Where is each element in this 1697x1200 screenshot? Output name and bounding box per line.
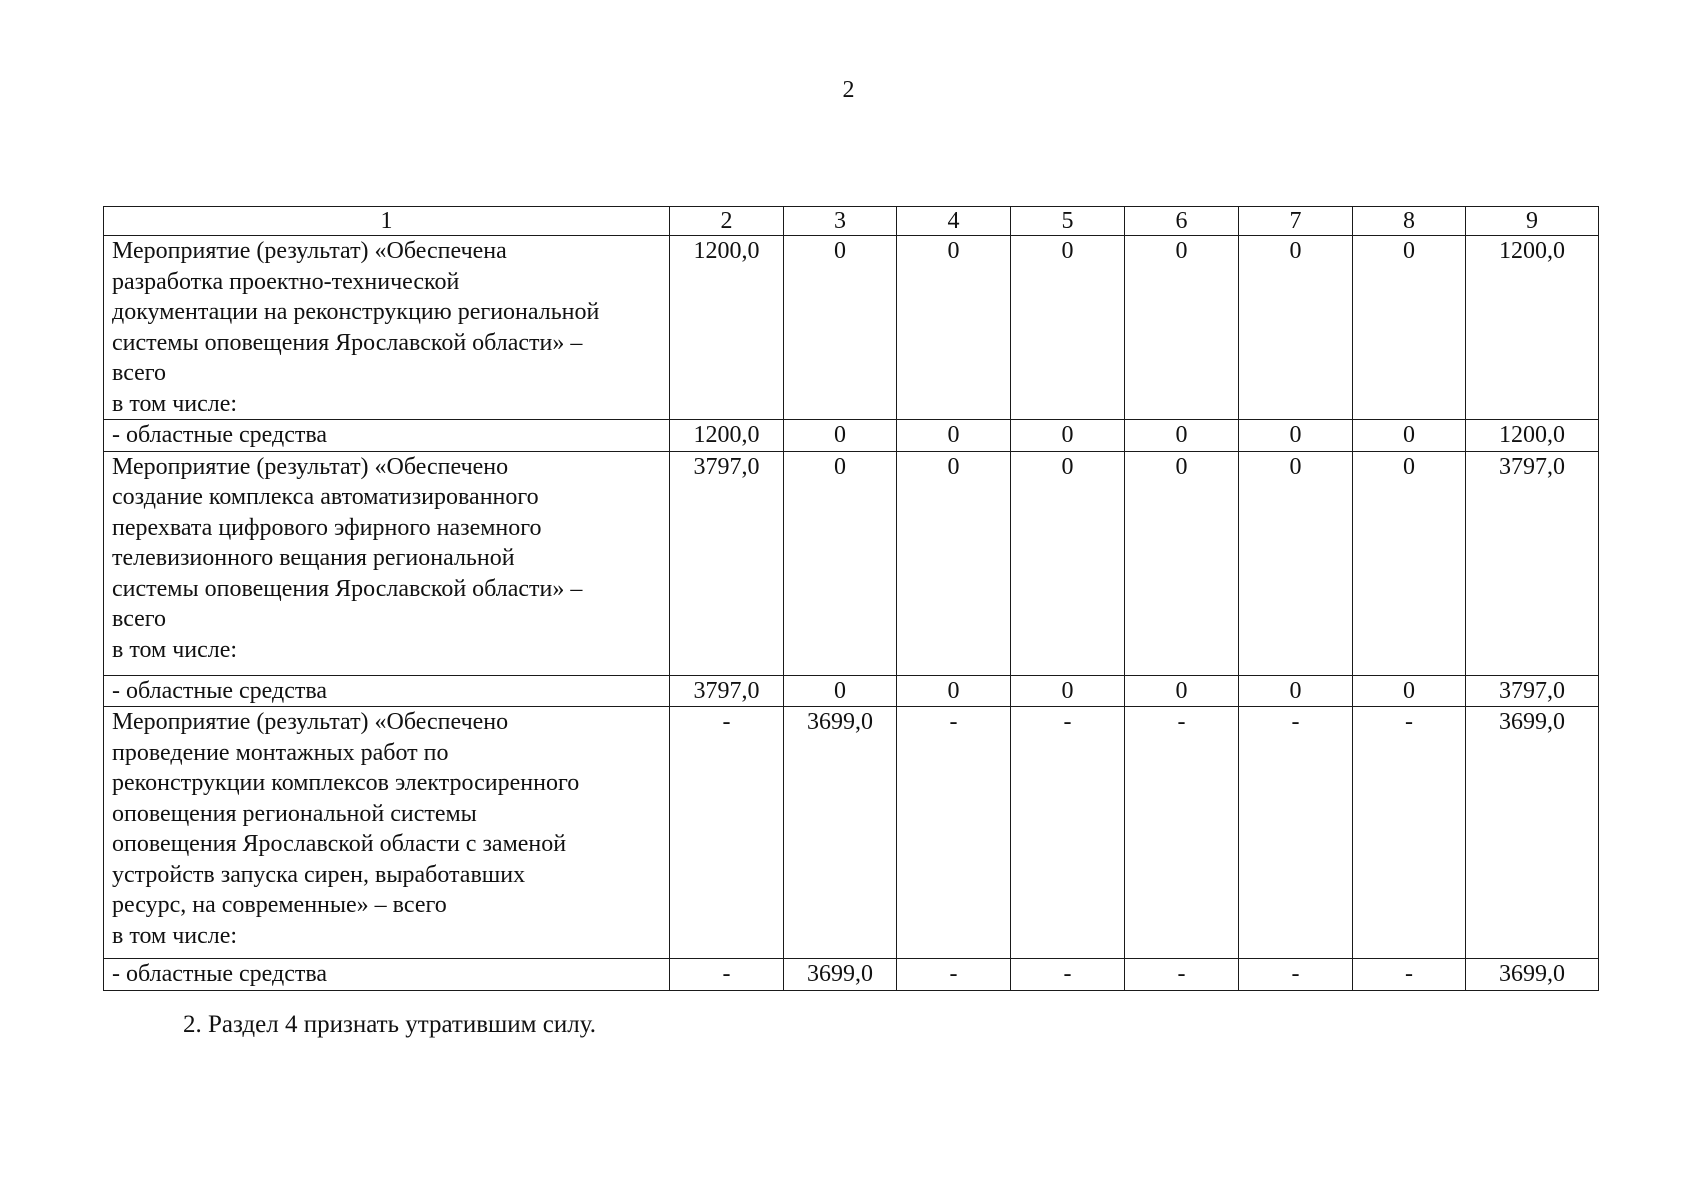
column-header: 3: [784, 207, 897, 236]
value-cell: -: [1125, 707, 1239, 959]
value-cell: 3797,0: [1466, 451, 1599, 675]
value-cell: 0: [897, 451, 1011, 675]
row-description: [104, 451, 670, 675]
column-header: 1: [104, 207, 670, 236]
value-cell: 0: [1011, 451, 1125, 675]
value-cell: 0: [1353, 451, 1466, 675]
description-line: в том числе:: [112, 390, 238, 417]
value-cell: 3699,0: [784, 959, 897, 991]
header-row: [104, 207, 1599, 236]
value-cell: 0: [897, 420, 1011, 452]
value-cell: 0: [897, 675, 1011, 707]
value-cell: -: [1239, 959, 1353, 991]
description-line: оповещения Ярославской области с заменой: [112, 831, 567, 857]
budget-table: [103, 206, 1599, 991]
description-line: проведение монтажных работ по: [112, 739, 449, 766]
value-cell: -: [1011, 959, 1125, 991]
value-cell: 1200,0: [670, 236, 784, 420]
description-line: всего: [112, 360, 167, 386]
page-number: 2: [842, 77, 855, 103]
value-cell: 0: [1125, 675, 1239, 707]
description-line: Мероприятие (результат) «Обеспечено: [112, 709, 509, 735]
description-line: перехвата цифрового эфирного наземного: [112, 514, 542, 541]
description-line: - областные средства: [112, 677, 328, 704]
description-line: Мероприятие (результат) «Обеспечено: [112, 453, 509, 480]
value-cell: -: [1011, 707, 1125, 959]
description-line: ресурс, на современные» – всего: [112, 892, 447, 918]
value-cell: 1200,0: [1466, 420, 1599, 452]
column-header: 8: [1353, 207, 1466, 236]
value-cell: 0: [1353, 420, 1466, 452]
table-row: [104, 236, 1599, 420]
value-cell: 3797,0: [670, 675, 784, 707]
row-description: [104, 420, 670, 452]
row-description: [104, 236, 670, 420]
row-description: [104, 675, 670, 707]
column-header: 7: [1239, 207, 1353, 236]
description-line: - областные средства: [112, 961, 328, 987]
row-description: [104, 707, 670, 959]
description-line: устройств запуска сирен, выработавших: [112, 861, 526, 888]
description-line: всего: [112, 606, 167, 632]
value-cell: 0: [1353, 236, 1466, 420]
table-row: [104, 675, 1599, 707]
value-cell: -: [897, 707, 1011, 959]
decision-paragraph: 2. Раздел 4 признать утратившим силу.: [183, 1011, 596, 1038]
value-cell: 0: [1353, 675, 1466, 707]
value-cell: 3797,0: [1466, 675, 1599, 707]
table-row: [104, 707, 1599, 959]
value-cell: 0: [1011, 420, 1125, 452]
table-body: [104, 207, 1599, 991]
description-line: реконструкции комплексов электросиренного: [112, 770, 580, 796]
description-line: в том числе:: [112, 922, 238, 949]
value-cell: -: [670, 959, 784, 991]
description-line: разработка проектно-технической: [112, 268, 460, 295]
value-cell: 0: [1011, 675, 1125, 707]
table-row: [104, 959, 1599, 991]
value-cell: 0: [1125, 420, 1239, 452]
value-cell: 0: [1011, 236, 1125, 420]
column-header: 2: [670, 207, 784, 236]
table-row: [104, 420, 1599, 452]
value-cell: 0: [1239, 675, 1353, 707]
value-cell: 0: [784, 420, 897, 452]
value-cell: -: [897, 959, 1011, 991]
value-cell: 0: [1239, 236, 1353, 420]
value-cell: 3699,0: [1466, 707, 1599, 959]
value-cell: 0: [1125, 236, 1239, 420]
value-cell: -: [1125, 959, 1239, 991]
value-cell: 3699,0: [784, 707, 897, 959]
column-header: 9: [1466, 207, 1599, 236]
table-row: [104, 451, 1599, 675]
description-line: системы оповещения Ярославской области» –: [112, 575, 583, 602]
row-description: [104, 959, 670, 991]
description-line: Мероприятие (результат) «Обеспечена: [112, 238, 507, 264]
column-header: 4: [897, 207, 1011, 236]
value-cell: 0: [1125, 451, 1239, 675]
description-line: - областные средства: [112, 422, 328, 448]
value-cell: 3797,0: [670, 451, 784, 675]
description-line: документации на реконструкцию региональной: [112, 299, 600, 325]
description-line: в том числе:: [112, 636, 238, 663]
value-cell: -: [1353, 959, 1466, 991]
description-line: телевизионного вещания региональной: [112, 545, 515, 571]
value-cell: 0: [897, 236, 1011, 420]
description-line: оповещения региональной системы: [112, 800, 477, 827]
value-cell: 0: [784, 451, 897, 675]
value-cell: -: [1353, 707, 1466, 959]
value-cell: -: [670, 707, 784, 959]
value-cell: 1200,0: [1466, 236, 1599, 420]
value-cell: -: [1239, 707, 1353, 959]
value-cell: 3699,0: [1466, 959, 1599, 991]
description-line: системы оповещения Ярославской области» –: [112, 329, 583, 356]
value-cell: 0: [784, 675, 897, 707]
description-line: создание комплекса автоматизированного: [112, 484, 539, 510]
value-cell: 0: [1239, 451, 1353, 675]
value-cell: 0: [784, 236, 897, 420]
column-header: 6: [1125, 207, 1239, 236]
value-cell: 0: [1239, 420, 1353, 452]
column-header: 5: [1011, 207, 1125, 236]
value-cell: 1200,0: [670, 420, 784, 452]
